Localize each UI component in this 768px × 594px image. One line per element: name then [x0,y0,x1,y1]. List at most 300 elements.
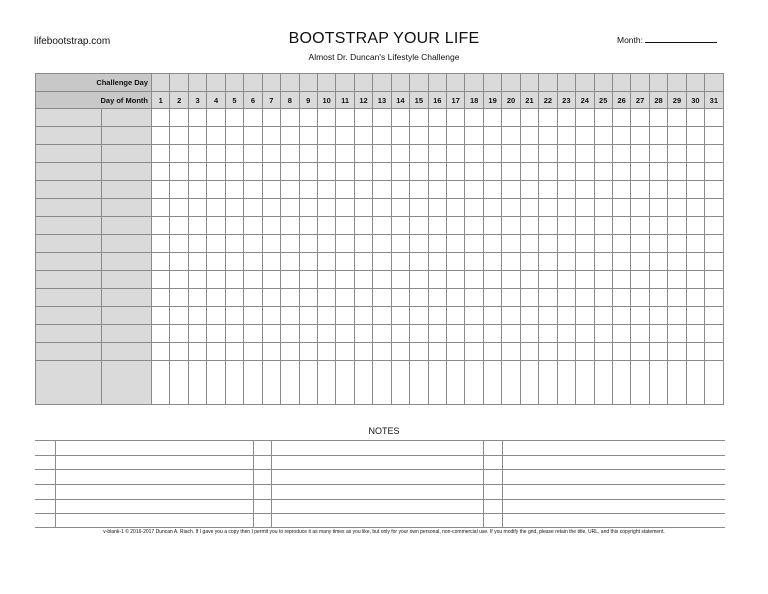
day-check-cell[interactable] [170,127,188,145]
day-check-cell[interactable] [152,109,170,127]
day-check-cell[interactable] [170,361,188,405]
day-check-cell[interactable] [668,343,686,361]
day-check-cell[interactable] [612,163,630,181]
challenge-day-cell[interactable] [188,74,206,92]
day-check-cell[interactable] [631,235,649,253]
day-check-cell[interactable] [428,271,446,289]
day-check-cell[interactable] [299,271,317,289]
day-check-cell[interactable] [207,181,225,199]
day-check-cell[interactable] [152,181,170,199]
day-check-cell[interactable] [354,199,372,217]
day-check-cell[interactable] [225,325,243,343]
day-check-cell[interactable] [410,271,428,289]
habit-target-cell[interactable] [102,271,152,289]
day-check-cell[interactable] [354,127,372,145]
day-check-cell[interactable] [391,163,409,181]
day-check-cell[interactable] [649,235,667,253]
day-check-cell[interactable] [649,199,667,217]
day-check-cell[interactable] [668,307,686,325]
day-check-cell[interactable] [391,181,409,199]
day-check-cell[interactable] [539,109,557,127]
habit-target-cell[interactable] [102,289,152,307]
month-field[interactable] [617,34,717,45]
day-check-cell[interactable] [576,163,594,181]
day-check-cell[interactable] [262,271,280,289]
day-check-cell[interactable] [207,199,225,217]
day-check-cell[interactable] [391,271,409,289]
day-check-cell[interactable] [686,325,704,343]
day-check-cell[interactable] [539,289,557,307]
day-check-cell[interactable] [557,253,575,271]
day-check-cell[interactable] [594,163,612,181]
day-check-cell[interactable] [207,307,225,325]
day-check-cell[interactable] [225,109,243,127]
day-check-cell[interactable] [170,217,188,235]
day-check-cell[interactable] [465,253,483,271]
day-check-cell[interactable] [207,217,225,235]
day-check-cell[interactable] [649,109,667,127]
day-check-cell[interactable] [391,199,409,217]
day-check-cell[interactable] [465,325,483,343]
day-check-cell[interactable] [152,307,170,325]
day-check-cell[interactable] [373,271,391,289]
day-check-cell[interactable] [410,325,428,343]
day-check-cell[interactable] [612,217,630,235]
day-check-cell[interactable] [336,343,354,361]
day-check-cell[interactable] [428,253,446,271]
day-check-cell[interactable] [373,253,391,271]
day-check-cell[interactable] [668,199,686,217]
day-check-cell[interactable] [483,145,501,163]
day-check-cell[interactable] [649,325,667,343]
day-check-cell[interactable] [262,325,280,343]
challenge-day-cell[interactable] [649,74,667,92]
day-check-cell[interactable] [410,181,428,199]
day-check-cell[interactable] [576,289,594,307]
day-check-cell[interactable] [631,217,649,235]
habit-name-cell[interactable] [36,127,102,145]
day-check-cell[interactable] [483,361,501,405]
day-check-cell[interactable] [612,127,630,145]
day-check-cell[interactable] [705,163,723,181]
day-check-cell[interactable] [299,163,317,181]
day-check-cell[interactable] [631,163,649,181]
day-check-cell[interactable] [317,235,335,253]
day-check-cell[interactable] [170,109,188,127]
day-check-cell[interactable] [465,109,483,127]
day-check-cell[interactable] [705,307,723,325]
day-check-cell[interactable] [465,145,483,163]
day-check-cell[interactable] [262,109,280,127]
day-check-cell[interactable] [299,235,317,253]
habit-target-cell[interactable] [102,217,152,235]
habit-name-cell[interactable] [36,289,102,307]
day-check-cell[interactable] [520,109,538,127]
day-check-cell[interactable] [299,109,317,127]
day-check-cell[interactable] [594,109,612,127]
day-check-cell[interactable] [483,289,501,307]
day-check-cell[interactable] [576,361,594,405]
day-check-cell[interactable] [465,361,483,405]
challenge-day-cell[interactable] [428,74,446,92]
day-check-cell[interactable] [447,289,465,307]
day-check-cell[interactable] [649,253,667,271]
day-check-cell[interactable] [244,199,262,217]
day-check-cell[interactable] [299,343,317,361]
habit-name-cell[interactable] [36,199,102,217]
day-check-cell[interactable] [502,217,520,235]
day-check-cell[interactable] [447,217,465,235]
day-check-cell[interactable] [391,325,409,343]
day-check-cell[interactable] [336,271,354,289]
day-check-cell[interactable] [336,325,354,343]
day-check-cell[interactable] [686,199,704,217]
challenge-day-cell[interactable] [594,74,612,92]
day-check-cell[interactable] [317,163,335,181]
day-check-cell[interactable] [502,235,520,253]
day-check-cell[interactable] [225,199,243,217]
habit-name-cell[interactable] [36,343,102,361]
day-check-cell[interactable] [612,199,630,217]
day-check-cell[interactable] [483,307,501,325]
day-check-cell[interactable] [428,199,446,217]
day-check-cell[interactable] [447,199,465,217]
day-check-cell[interactable] [612,145,630,163]
day-check-cell[interactable] [520,307,538,325]
day-check-cell[interactable] [539,343,557,361]
day-check-cell[interactable] [336,289,354,307]
day-check-cell[interactable] [170,235,188,253]
day-check-cell[interactable] [354,145,372,163]
day-check-cell[interactable] [373,289,391,307]
day-check-cell[interactable] [502,109,520,127]
day-check-cell[interactable] [299,127,317,145]
day-check-cell[interactable] [686,253,704,271]
day-check-cell[interactable] [317,361,335,405]
day-check-cell[interactable] [244,289,262,307]
day-check-cell[interactable] [281,181,299,199]
day-check-cell[interactable] [170,307,188,325]
challenge-day-cell[interactable] [170,74,188,92]
day-check-cell[interactable] [152,253,170,271]
day-check-cell[interactable] [483,343,501,361]
day-check-cell[interactable] [354,253,372,271]
day-check-cell[interactable] [576,109,594,127]
day-check-cell[interactable] [207,163,225,181]
day-check-cell[interactable] [612,235,630,253]
challenge-day-cell[interactable] [299,74,317,92]
day-check-cell[interactable] [262,343,280,361]
day-check-cell[interactable] [520,235,538,253]
day-check-cell[interactable] [465,163,483,181]
day-check-cell[interactable] [225,163,243,181]
day-check-cell[interactable] [705,271,723,289]
day-check-cell[interactable] [170,253,188,271]
day-check-cell[interactable] [410,217,428,235]
habit-target-cell[interactable] [102,127,152,145]
habit-name-cell[interactable] [36,253,102,271]
day-check-cell[interactable] [225,127,243,145]
day-check-cell[interactable] [244,343,262,361]
day-check-cell[interactable] [612,109,630,127]
day-check-cell[interactable] [354,181,372,199]
challenge-day-cell[interactable] [465,74,483,92]
challenge-day-cell[interactable] [539,74,557,92]
day-check-cell[interactable] [336,361,354,405]
day-check-cell[interactable] [428,289,446,307]
day-check-cell[interactable] [483,271,501,289]
day-check-cell[interactable] [317,307,335,325]
day-check-cell[interactable] [576,343,594,361]
day-check-cell[interactable] [594,361,612,405]
day-check-cell[interactable] [705,235,723,253]
day-check-cell[interactable] [594,343,612,361]
day-check-cell[interactable] [705,253,723,271]
day-check-cell[interactable] [428,145,446,163]
day-check-cell[interactable] [207,127,225,145]
day-check-cell[interactable] [299,289,317,307]
day-check-cell[interactable] [152,145,170,163]
day-check-cell[interactable] [447,361,465,405]
day-check-cell[interactable] [649,181,667,199]
day-check-cell[interactable] [447,235,465,253]
day-check-cell[interactable] [188,235,206,253]
habit-name-cell[interactable] [36,235,102,253]
day-check-cell[interactable] [262,253,280,271]
day-check-cell[interactable] [244,271,262,289]
day-check-cell[interactable] [373,235,391,253]
day-check-cell[interactable] [391,307,409,325]
day-check-cell[interactable] [612,343,630,361]
day-check-cell[interactable] [244,181,262,199]
day-check-cell[interactable] [520,199,538,217]
day-check-cell[interactable] [373,163,391,181]
day-check-cell[interactable] [336,307,354,325]
habit-target-cell[interactable] [102,325,152,343]
day-check-cell[interactable] [281,325,299,343]
day-check-cell[interactable] [539,271,557,289]
day-check-cell[interactable] [649,343,667,361]
day-check-cell[interactable] [502,127,520,145]
day-check-cell[interactable] [686,307,704,325]
day-check-cell[interactable] [557,271,575,289]
day-check-cell[interactable] [612,253,630,271]
day-check-cell[interactable] [594,127,612,145]
day-check-cell[interactable] [373,181,391,199]
challenge-day-cell[interactable] [152,74,170,92]
day-check-cell[interactable] [447,163,465,181]
day-check-cell[interactable] [686,145,704,163]
day-check-cell[interactable] [520,181,538,199]
day-check-cell[interactable] [612,307,630,325]
day-check-cell[interactable] [668,181,686,199]
day-check-cell[interactable] [520,271,538,289]
day-check-cell[interactable] [391,343,409,361]
habit-name-cell[interactable] [36,109,102,127]
day-check-cell[interactable] [520,253,538,271]
month-blank-line[interactable] [645,34,717,43]
day-check-cell[interactable] [207,343,225,361]
day-check-cell[interactable] [170,199,188,217]
challenge-day-cell[interactable] [705,74,723,92]
habit-name-cell[interactable] [36,307,102,325]
day-check-cell[interactable] [170,343,188,361]
habit-name-cell[interactable] [36,325,102,343]
day-check-cell[interactable] [207,235,225,253]
day-check-cell[interactable] [502,361,520,405]
day-check-cell[interactable] [391,253,409,271]
day-check-cell[interactable] [152,343,170,361]
day-check-cell[interactable] [428,325,446,343]
day-check-cell[interactable] [686,181,704,199]
day-check-cell[interactable] [447,253,465,271]
day-check-cell[interactable] [317,127,335,145]
day-check-cell[interactable] [336,109,354,127]
day-check-cell[interactable] [317,253,335,271]
day-check-cell[interactable] [207,361,225,405]
day-check-cell[interactable] [225,271,243,289]
day-check-cell[interactable] [244,361,262,405]
day-check-cell[interactable] [188,253,206,271]
day-check-cell[interactable] [373,127,391,145]
day-check-cell[interactable] [465,127,483,145]
day-check-cell[interactable] [262,145,280,163]
day-check-cell[interactable] [262,307,280,325]
day-check-cell[interactable] [594,145,612,163]
challenge-day-cell[interactable] [244,74,262,92]
day-check-cell[interactable] [686,163,704,181]
day-check-cell[interactable] [502,163,520,181]
day-check-cell[interactable] [262,217,280,235]
challenge-day-cell[interactable] [447,74,465,92]
day-check-cell[interactable] [410,235,428,253]
day-check-cell[interactable] [668,109,686,127]
day-check-cell[interactable] [557,289,575,307]
day-check-cell[interactable] [299,325,317,343]
day-check-cell[interactable] [410,199,428,217]
day-check-cell[interactable] [668,271,686,289]
day-check-cell[interactable] [373,361,391,405]
day-check-cell[interactable] [244,217,262,235]
day-check-cell[interactable] [631,325,649,343]
day-check-cell[interactable] [539,127,557,145]
day-check-cell[interactable] [520,343,538,361]
day-check-cell[interactable] [483,181,501,199]
day-check-cell[interactable] [152,235,170,253]
day-check-cell[interactable] [225,289,243,307]
day-check-cell[interactable] [576,325,594,343]
day-check-cell[interactable] [705,109,723,127]
day-check-cell[interactable] [354,307,372,325]
day-check-cell[interactable] [502,271,520,289]
day-check-cell[interactable] [539,307,557,325]
day-check-cell[interactable] [281,199,299,217]
day-check-cell[interactable] [207,271,225,289]
day-check-cell[interactable] [281,145,299,163]
habit-target-cell[interactable] [102,235,152,253]
challenge-day-cell[interactable] [686,74,704,92]
day-check-cell[interactable] [170,163,188,181]
habit-name-cell[interactable] [36,361,102,405]
day-check-cell[interactable] [281,343,299,361]
day-check-cell[interactable] [483,235,501,253]
day-check-cell[interactable] [281,163,299,181]
challenge-day-cell[interactable] [281,74,299,92]
day-check-cell[interactable] [631,109,649,127]
day-check-cell[interactable] [557,163,575,181]
day-check-cell[interactable] [447,325,465,343]
day-check-cell[interactable] [502,145,520,163]
day-check-cell[interactable] [317,109,335,127]
day-check-cell[interactable] [483,325,501,343]
day-check-cell[interactable] [170,145,188,163]
day-check-cell[interactable] [244,235,262,253]
day-check-cell[interactable] [317,325,335,343]
day-check-cell[interactable] [299,199,317,217]
challenge-day-cell[interactable] [520,74,538,92]
day-check-cell[interactable] [244,109,262,127]
challenge-day-cell[interactable] [631,74,649,92]
day-check-cell[interactable] [262,127,280,145]
day-check-cell[interactable] [557,325,575,343]
day-check-cell[interactable] [170,181,188,199]
day-check-cell[interactable] [447,127,465,145]
day-check-cell[interactable] [299,145,317,163]
day-check-cell[interactable] [483,199,501,217]
day-check-cell[interactable] [539,163,557,181]
day-check-cell[interactable] [520,145,538,163]
day-check-cell[interactable] [410,145,428,163]
day-check-cell[interactable] [447,109,465,127]
day-check-cell[interactable] [410,289,428,307]
day-check-cell[interactable] [262,163,280,181]
day-check-cell[interactable] [262,289,280,307]
day-check-cell[interactable] [336,217,354,235]
day-check-cell[interactable] [336,199,354,217]
day-check-cell[interactable] [649,217,667,235]
day-check-cell[interactable] [649,163,667,181]
day-check-cell[interactable] [317,217,335,235]
day-check-cell[interactable] [225,181,243,199]
day-check-cell[interactable] [188,163,206,181]
habit-name-cell[interactable] [36,145,102,163]
day-check-cell[interactable] [502,289,520,307]
day-check-cell[interactable] [428,235,446,253]
day-check-cell[interactable] [465,199,483,217]
day-check-cell[interactable] [612,361,630,405]
day-check-cell[interactable] [557,127,575,145]
habit-target-cell[interactable] [102,343,152,361]
day-check-cell[interactable] [483,217,501,235]
day-check-cell[interactable] [705,361,723,405]
day-check-cell[interactable] [465,271,483,289]
day-check-cell[interactable] [557,199,575,217]
day-check-cell[interactable] [373,199,391,217]
day-check-cell[interactable] [262,361,280,405]
day-check-cell[interactable] [483,127,501,145]
day-check-cell[interactable] [539,325,557,343]
day-check-cell[interactable] [188,361,206,405]
day-check-cell[interactable] [188,307,206,325]
habit-target-cell[interactable] [102,145,152,163]
day-check-cell[interactable] [539,361,557,405]
day-check-cell[interactable] [649,307,667,325]
day-check-cell[interactable] [410,127,428,145]
day-check-cell[interactable] [244,163,262,181]
day-check-cell[interactable] [336,235,354,253]
day-check-cell[interactable] [576,127,594,145]
day-check-cell[interactable] [391,145,409,163]
